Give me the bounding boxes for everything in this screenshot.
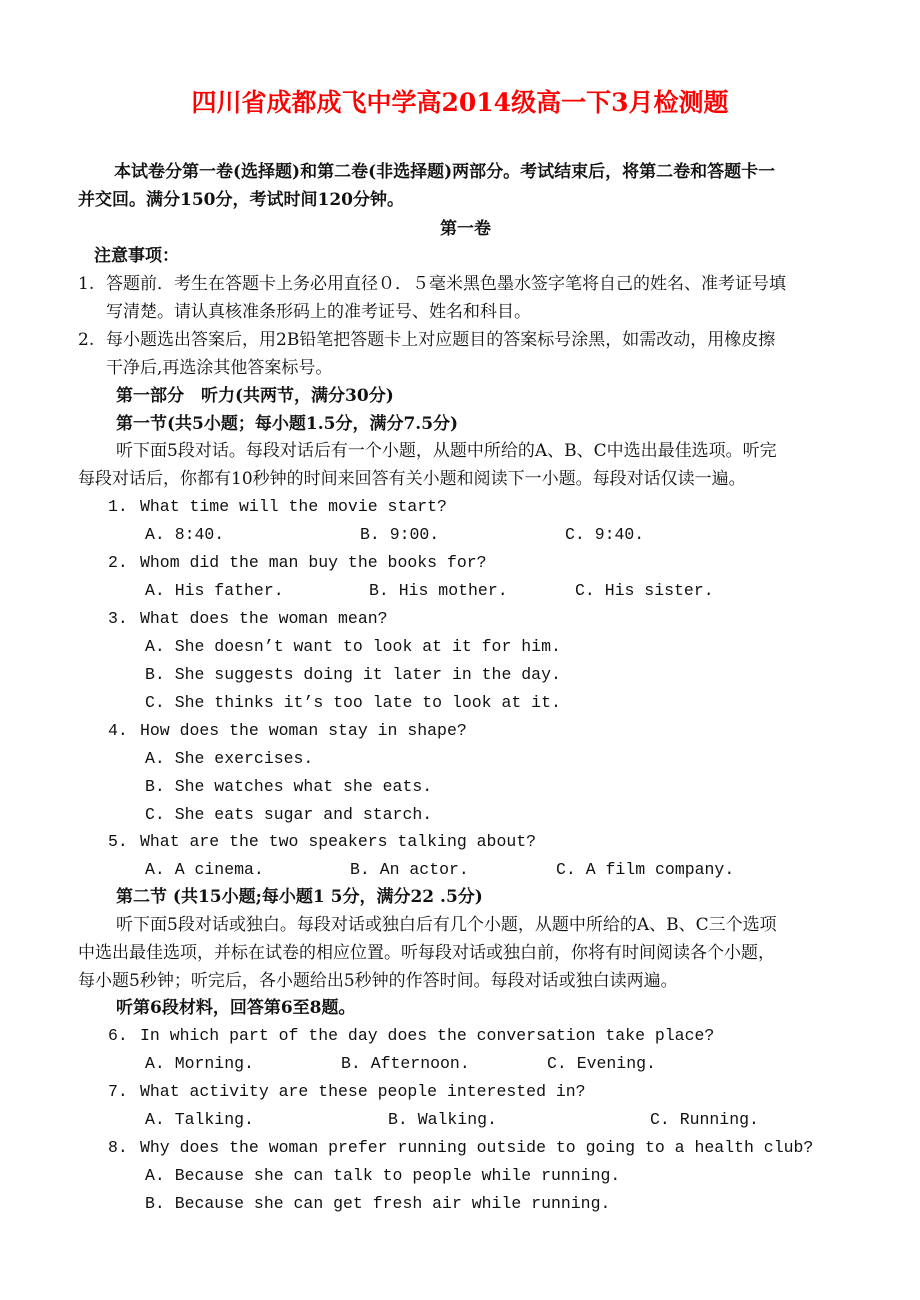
question-number: 1. bbox=[108, 497, 128, 516]
section-heading: 第一节(共5小题；每小题1.5分，满分7.5分) bbox=[116, 414, 459, 434]
page-title: 四川省成都成飞中学高2014级高一下3月检测题 bbox=[191, 88, 729, 117]
notice-heading: 注意事项： bbox=[94, 246, 179, 266]
material-heading: 听第6段材料，回答第6至8题。 bbox=[116, 998, 356, 1018]
section-heading: 第二节 (共15小题;每小题1 5分，满分22 .5分) bbox=[116, 887, 483, 907]
question-number: 2. bbox=[108, 553, 128, 572]
question-text: What time will the movie start? bbox=[140, 497, 447, 516]
answer-option: B. His mother. bbox=[369, 581, 508, 600]
notice-number: 2. bbox=[78, 330, 95, 350]
answer-option: A. His father. bbox=[145, 581, 284, 600]
answer-option: C. Evening. bbox=[547, 1054, 656, 1073]
question-number: 8. bbox=[108, 1138, 128, 1157]
answer-option: C. 9:40. bbox=[565, 525, 645, 544]
answer-option: A. Morning. bbox=[145, 1054, 254, 1073]
question-number: 5. bbox=[108, 832, 128, 851]
answer-option: C. She eats sugar and starch. bbox=[145, 804, 433, 824]
answer-option: B. She watches what she eats. bbox=[145, 776, 433, 796]
question-text: How does the woman stay in shape? bbox=[140, 721, 467, 740]
volume-heading: 第一卷 bbox=[440, 219, 491, 239]
answer-option: C. She thinks it’s too late to look at it. bbox=[145, 692, 561, 712]
answer-option: B. Walking. bbox=[388, 1110, 497, 1129]
notice-text: 答题前．考生在答题卡上务必用直径０．５毫米黑色墨水签字笔将自己的姓名、准考证号填 bbox=[106, 274, 786, 294]
question-text: In which part of the day does the conversation take place? bbox=[140, 1026, 715, 1045]
section-instructions: 中选出最佳选项，并标在试卷的相应位置。听每段对话或独白前，你将有时间阅读各个小题， bbox=[78, 943, 775, 963]
notice-text: 写清楚。请认真核准条形码上的准考证号、姓名和科目。 bbox=[106, 302, 531, 322]
answer-option: A. Talking. bbox=[145, 1110, 254, 1129]
question-text: What are the two speakers talking about? bbox=[140, 832, 537, 851]
section-instructions: 每段对话后，你都有10秒钟的时间来回答有关小题和阅读下一小题。每段对话仅读一遍。 bbox=[78, 469, 746, 489]
part-heading: 第一部分 听力(共两节，满分30分) bbox=[116, 386, 394, 406]
question-number: 6. bbox=[108, 1026, 128, 1045]
question-text: Why does the woman prefer running outside to going to a health club? bbox=[140, 1138, 814, 1157]
question-number: 7. bbox=[108, 1082, 128, 1101]
answer-option: C. His sister. bbox=[575, 581, 714, 600]
answer-option: A. 8:40. bbox=[145, 525, 225, 544]
answer-option: B. Afternoon. bbox=[341, 1054, 470, 1073]
answer-option: B. An actor. bbox=[350, 860, 469, 879]
answer-option: A. She doesn’t want to look at it for him. bbox=[145, 637, 561, 656]
notice-text: 每小题选出答案后，用2B铅笔把答题卡上对应题目的答案标号涂黑，如需改动，用橡皮擦 bbox=[106, 330, 776, 350]
answer-option: B. 9:00. bbox=[360, 525, 440, 544]
question-text: What does the woman mean? bbox=[140, 609, 388, 628]
question-text: Whom did the man buy the books for? bbox=[140, 553, 487, 572]
section-instructions: 每小题5秒钟；听完后，各小题给出5秒钟的作答时间。每段对话或独白读两遍。 bbox=[78, 971, 678, 991]
notice-text: 干净后,再选涂其他答案标号。 bbox=[106, 358, 333, 378]
notice-number: 1. bbox=[78, 274, 95, 294]
question-number: 3. bbox=[108, 609, 128, 628]
question-text: What activity are these people interested in? bbox=[140, 1082, 586, 1101]
intro-text: 本试卷分第一卷(选择题)和第二卷(非选择题)两部分。考试结束后，将第二卷和答题卡一 bbox=[114, 162, 776, 182]
intro-text: 并交回。满分150分，考试时间120分钟。 bbox=[78, 190, 404, 210]
question-number: 4. bbox=[108, 721, 128, 740]
answer-option: C. A film company. bbox=[556, 860, 735, 879]
answer-option: A. A cinema. bbox=[145, 860, 264, 879]
section-instructions: 听下面5段对话。每段对话后有一个小题，从题中所给的A、B、C中选出最佳选项。听完 bbox=[116, 441, 777, 461]
answer-option: A. She exercises. bbox=[145, 749, 314, 768]
section-instructions: 听下面5段对话或独白。每段对话或独白后有几个小题，从题中所给的A、B、C三个选项 bbox=[116, 915, 777, 935]
answer-option: B. She suggests doing it later in the day. bbox=[145, 664, 561, 684]
answer-option: C. Running. bbox=[650, 1110, 759, 1129]
answer-option: A. Because she can talk to people while running. bbox=[145, 1166, 621, 1185]
answer-option: B. Because she can get fresh air while running. bbox=[145, 1193, 611, 1213]
